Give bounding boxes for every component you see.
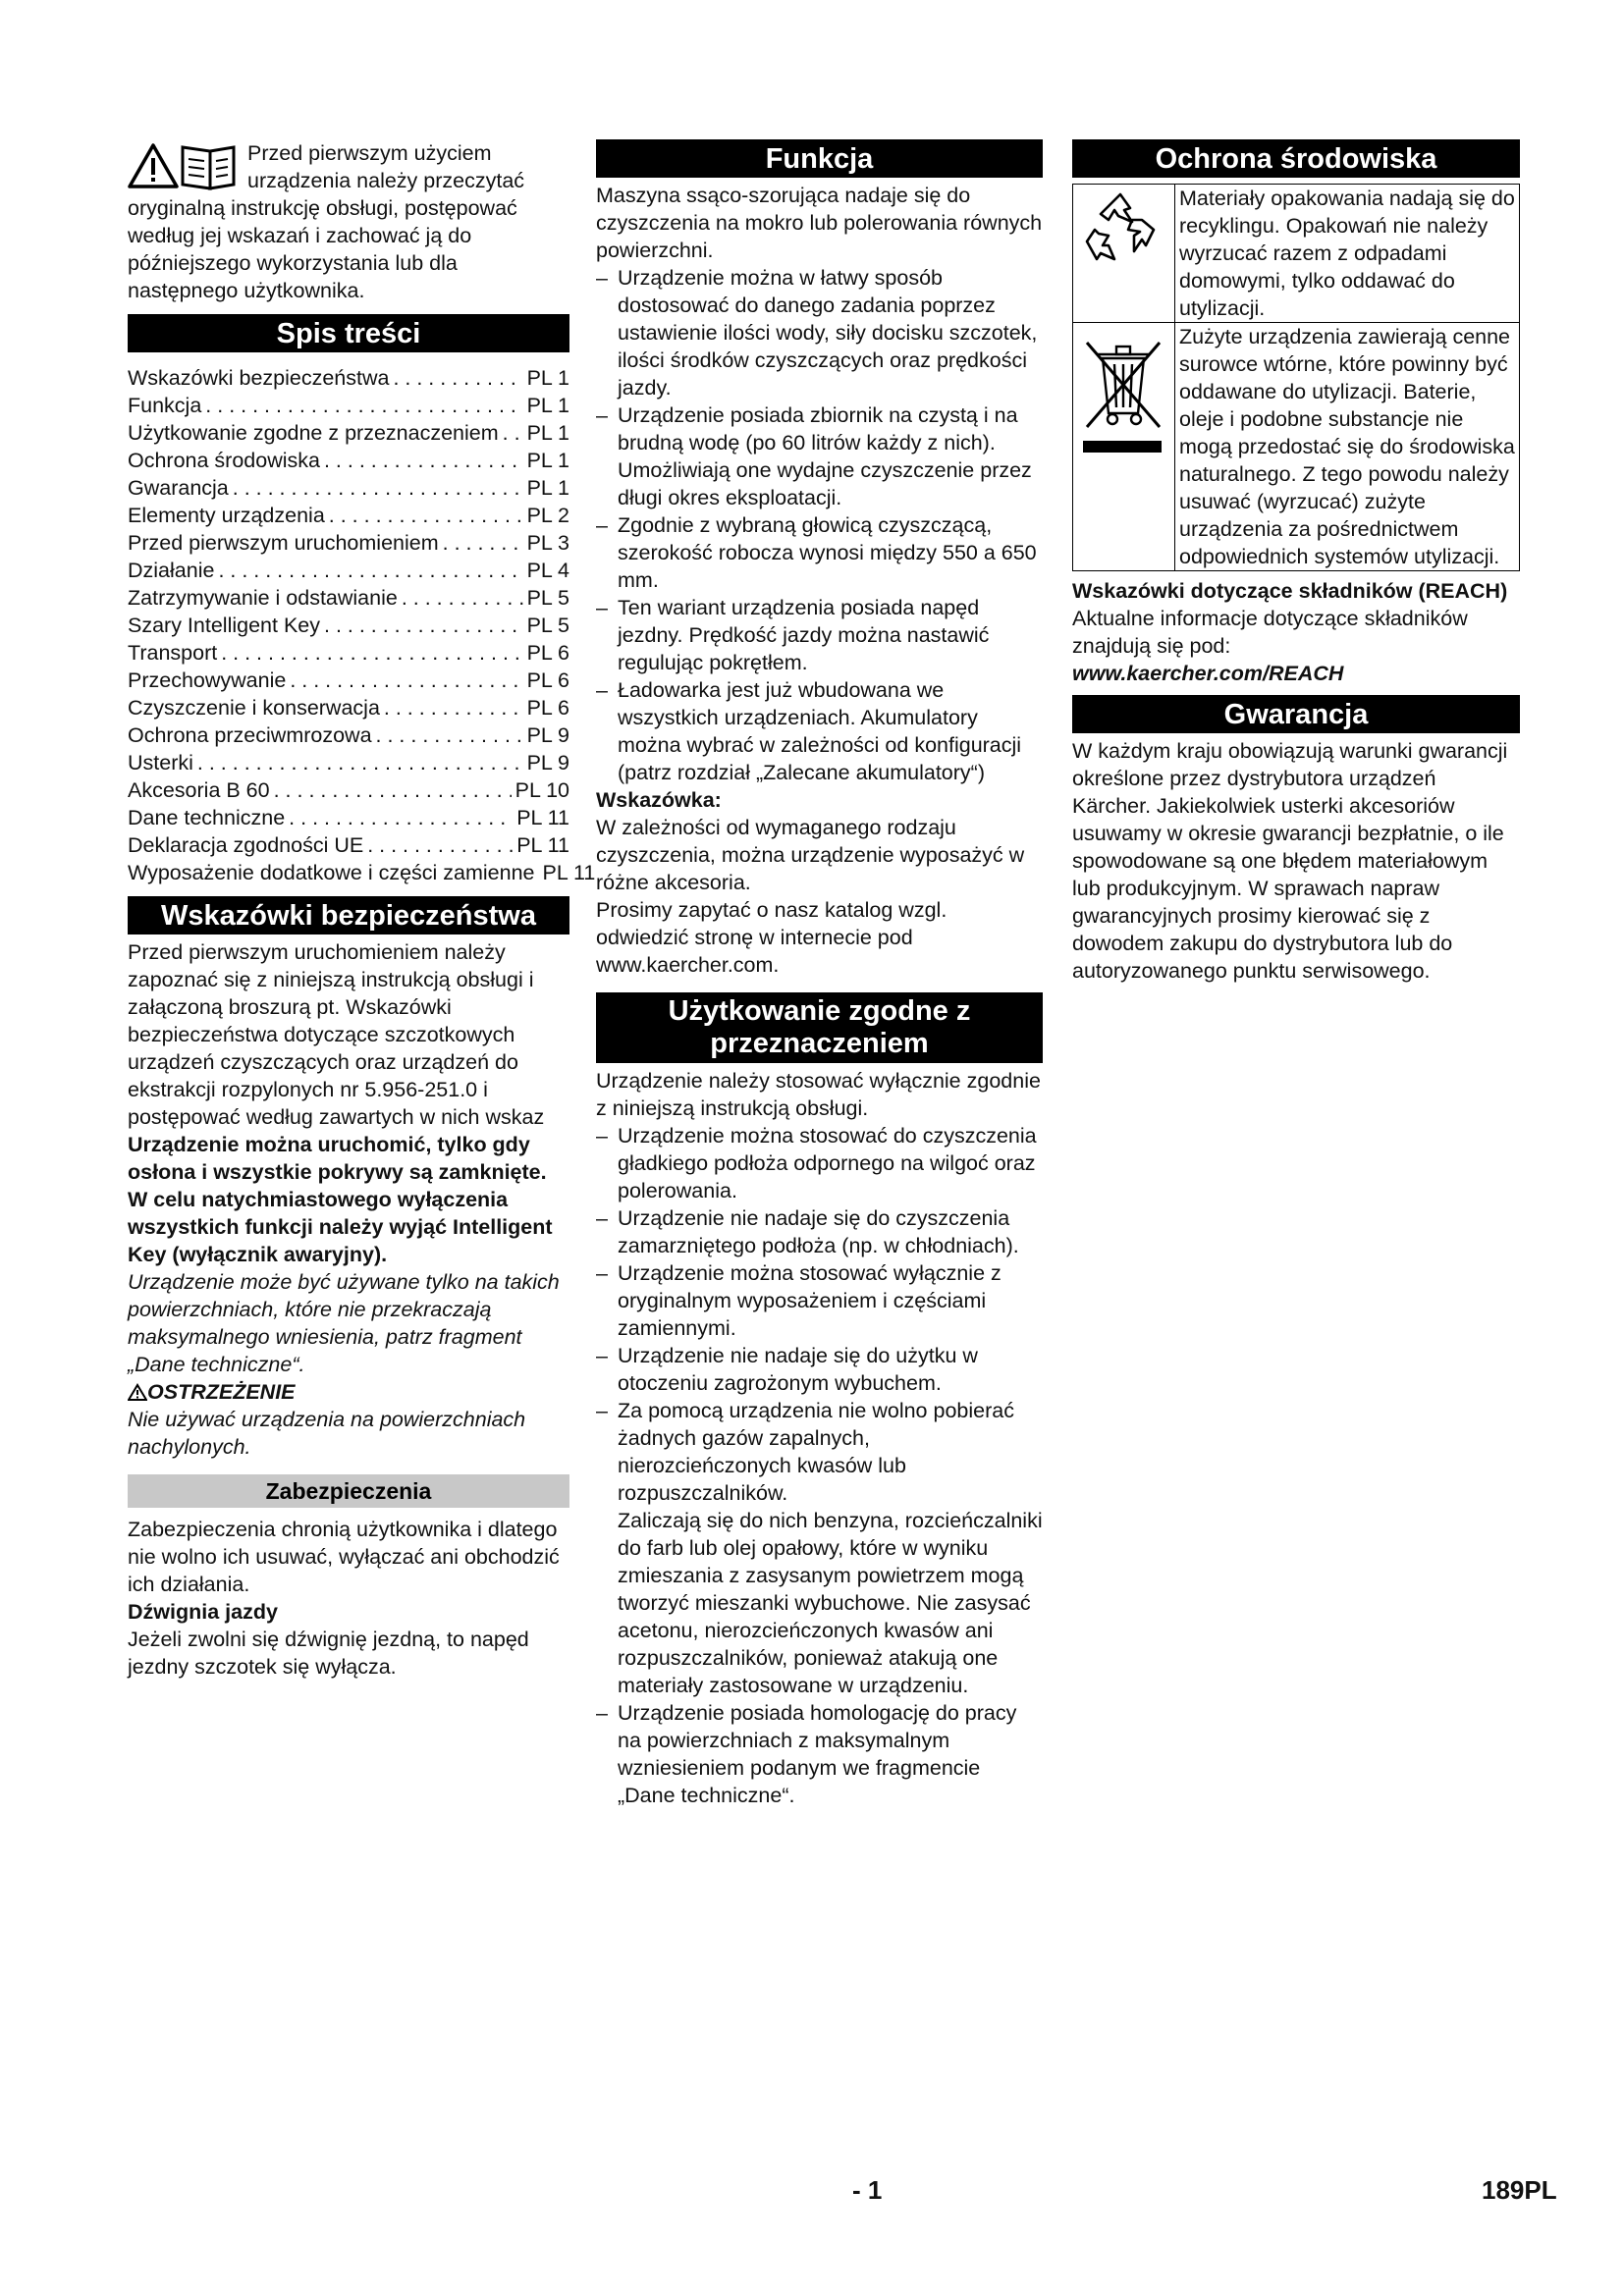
toc-item-title: Ochrona przeciwmrozowa (128, 723, 372, 747)
toc-item (128, 364, 569, 392)
warning-title: OSTRZEŻENIE (147, 1380, 296, 1404)
list-item: – Urządzenie nie nadaje się do czyszczenia zamarzniętego podłoża (np. w chłodniach). (596, 1204, 1043, 1259)
toc-item-page: PL 1 (526, 394, 569, 417)
intended-use-continuation: Zaliczają się do nich benzyna, rozcieńczalniki do farb lub olej opałowy, które w wyniku zmieszania z zasysanym powietrzem mogą tworzyć mieszanki wybuchowe. Nie zasysać acetonu, nierozcieńczonych kwasów ani rozpuszczalników, ponieważ atakują one materiały zastosowane w urządzeniu. (618, 1509, 1043, 1697)
toc-item (128, 447, 569, 474)
toc-item (128, 392, 569, 419)
toc-item-page: PL 9 (526, 723, 569, 747)
intended-use-heading-line2: przeznaczeniem (710, 1028, 929, 1059)
toc-item-page: PL 6 (526, 696, 569, 720)
toc-leader-dots (376, 721, 523, 749)
list-item: – Ładowarka jest już wbudowana we wszystkich urządzeniach. Akumulatory można wybrać w zależności od konfiguracji (patrz rozdział „Zalecane akumulatory“) (596, 676, 1043, 786)
list-item: – Urządzenie można stosować do czyszczenia gładkiego podłoża odpornego na wilgoć oraz polerowania. (596, 1122, 1043, 1204)
toc-leader-dots (329, 502, 523, 529)
environment-heading: Ochrona środowiska (1072, 139, 1520, 178)
page-number: - 1 (852, 2175, 883, 2205)
toc-item-title: Wyposażenie dodatkowe i części zamienne (128, 861, 535, 884)
toc-item (128, 776, 569, 804)
column-right (1072, 139, 1520, 985)
bin-icon-cell (1073, 323, 1175, 571)
list-item: – Za pomocą urządzenia nie wolno pobierać żadnych gazów zapalnych, nierozcieńczonych kwasów lub rozpuszczalników. (596, 1397, 1043, 1507)
small-warning-icon (128, 1383, 147, 1401)
toc-item (128, 502, 569, 529)
toc-item (128, 749, 569, 776)
toc-item-title: Przed pierwszym uruchomieniem (128, 531, 439, 555)
toc-item-page: PL 1 (526, 366, 569, 390)
toc-leader-dots (324, 612, 523, 639)
safety-bold-cover: Urządzenie można uruchomić, tylko gdy osłona i wszystkie pokrywy są zamknięte. (128, 1133, 547, 1184)
toc-item-page: PL 5 (526, 614, 569, 637)
intended-use-list-end (596, 1699, 1043, 1809)
toc-leader-dots (402, 584, 523, 612)
toc-item-page: PL 6 (526, 668, 569, 692)
toc-heading: Spis treści (128, 314, 569, 352)
table-row (1073, 185, 1520, 323)
toc-item (128, 584, 569, 612)
toc-item (128, 804, 569, 831)
lever-title: Dźwignia jazdy (128, 1600, 278, 1624)
recycling-icon-cell (1073, 185, 1175, 323)
toc-item (128, 419, 569, 447)
warranty-heading: Gwarancja (1072, 695, 1520, 733)
intro-text: Przed pierwszym użyciem urządzenia należy przeczytać oryginalną instrukcję obsługi, postępować według jej wskazań i zachować ją do późniejszego wykorzystania lub dla następnego użytkownika. (128, 141, 525, 302)
toc-item-page: PL 5 (526, 586, 569, 610)
toc-item (128, 612, 569, 639)
safeguards-heading: Zabezpieczenia (128, 1474, 569, 1508)
toc-item-title: Akcesoria B 60 (128, 778, 270, 802)
toc-leader-dots (289, 804, 513, 831)
toc-item-title: Działanie (128, 559, 215, 582)
toc-item-title: Gwarancja (128, 476, 229, 500)
safety-italic-surface: Urządzenie może być używane tylko na takich powierzchniach, które nie przekraczają maksymalnego wniesienia, patrz fragment „Dane techniczne“. (128, 1270, 560, 1376)
toc-leader-dots (384, 694, 523, 721)
safety-bold-key: W celu natychmiastowego wyłączenia wszystkich funkcji należy wyjąć Intelligent Key (wyłącznik awaryjny). (128, 1188, 553, 1266)
toc-leader-dots (274, 776, 512, 804)
toc-item (128, 529, 569, 557)
recycling-text: Materiały opakowania nadają się do recyklingu. Opakowań nie należy wyrzucać razem z odpadami domowymi, tylko oddawać do utylizacji. (1175, 185, 1520, 323)
recycling-icon (1081, 190, 1160, 269)
toc-item-page: PL 11 (516, 833, 569, 857)
toc-leader-dots (367, 831, 513, 859)
toc-item-title: Deklaracja zgodności UE (128, 833, 364, 857)
toc-item-title: Transport (128, 641, 218, 665)
catalog-text: Prosimy zapytać o nasz katalog wzgl. odwiedzić stronę w internecie pod www.kaercher.com. (596, 898, 947, 977)
toc-leader-dots (221, 639, 522, 667)
intro-block (128, 139, 569, 304)
toc-item-title: Przechowywanie (128, 668, 287, 692)
toc-item-page: PL 3 (526, 531, 569, 555)
list-item: – Zgodnie z wybraną głowicą czyszczącą, szerokość robocza wynosi między 550 a 650 mm. (596, 511, 1043, 594)
warning-title-line (128, 1378, 569, 1406)
intro-icons (128, 139, 240, 194)
toc-leader-dots (233, 474, 523, 502)
toc-item (128, 474, 569, 502)
disposal-text: Zużyte urządzenia zawierają cenne surowce wtórne, które powinny być oddawane do utylizacji. Baterie, oleje i podobne substancje nie mogą przedostać się do środowiska naturalnego. Z tego powodu należy usuwać (wyrzucać) zużyte urządzenia za pośrednictwem odpowiednich systemów utylizacji. (1175, 323, 1520, 571)
table-row (1073, 323, 1520, 571)
function-intro: Maszyna ssąco-szorująca nadaje się do czyszczenia na mokro lub polerowania równych powierzchni. (596, 184, 1043, 262)
toc-item-title: Zatrzymywanie i odstawianie (128, 586, 398, 610)
toc-item (128, 859, 596, 886)
safety-paragraph: Przed pierwszym uruchomieniem należy zapoznać się z niniejszą instrukcją obsługi i załączoną broszurą pt. Wskazówki bezpieczeństwa dotyczące szczotkowych urządzeń czyszczących oraz urządzeń do ekstrakcji rozpylonych nr 5.956-251.0 i postępować według zawartych w nich wskaz (128, 940, 545, 1129)
toc-item-title: Czyszczenie i konserwacja (128, 696, 380, 720)
toc-item-title: Elementy urządzenia (128, 504, 325, 527)
toc-item-page: PL 4 (526, 559, 569, 582)
manual-book-icon (183, 147, 234, 188)
toc-leader-dots (218, 557, 522, 584)
toc-leader-dots (393, 364, 522, 392)
toc-item-title: Dane techniczne (128, 806, 286, 829)
safety-heading: Wskazówki bezpieczeństwa (128, 896, 569, 934)
toc-item-title: Funkcja (128, 394, 202, 417)
function-heading: Funkcja (596, 139, 1043, 178)
toc-item (128, 694, 569, 721)
warning-text: Nie używać urządzenia na powierzchniach nachylonych. (128, 1408, 526, 1459)
list-item: – Ten wariant urządzenia posiada napęd jezdny. Prędkość jazdy można nastawić regulując pokrętłem. (596, 594, 1043, 676)
reach-link[interactable]: www.kaercher.com/REACH (1072, 662, 1344, 685)
page-code: 189PL (1482, 2175, 1557, 2205)
toc-leader-dots (324, 447, 523, 474)
toc-item (128, 667, 569, 694)
toc-item-page: PL 11 (542, 861, 596, 884)
list-item: – Urządzenie można stosować wyłącznie z oryginalnym wyposażeniem i częściami zamiennymi. (596, 1259, 1043, 1342)
warranty-text: W każdym kraju obowiązują warunki gwarancji określone przez dystrybutora urządzeń Kärcher. Jakiekolwiek usterki akcesoriów usuwamy w okresie gwarancji bezpłatnie, o ile spowodowane są one błędem materiałowym lub produkcyjnym. W sprawach napraw gwarancyjnych prosimy kierować się z dowodem zakupu do dystrybutora lub do autoryzowanego punktu serwisowego. (1072, 739, 1508, 983)
toc-item-page: PL 6 (526, 641, 569, 665)
reach-text: Aktualne informacje dotyczące składników znajdują się pod: (1072, 607, 1468, 658)
toc-item-page: PL 10 (514, 778, 569, 802)
warning-triangle-icon (130, 145, 177, 187)
intended-use-heading (596, 992, 1043, 1063)
table-of-contents (128, 364, 596, 886)
environment-table (1072, 184, 1520, 571)
list-item: – Urządzenie posiada zbiornik na czystą i na brudną wodę (po 60 litrów każdy z nich). Umożliwiają one wydajne czyszczenie przez długi okres eksploatacji. (596, 401, 1043, 511)
toc-leader-dots (443, 529, 523, 557)
toc-item-title: Ochrona środowiska (128, 449, 320, 472)
toc-item-page: PL 2 (526, 504, 569, 527)
toc-item-title: Wskazówki bezpieczeństwa (128, 366, 390, 390)
list-item: – Urządzenie posiada homologację do pracy na powierzchniach z maksymalnym wzniesieniem podanym we fragmencie „Dane techniczne“. (596, 1699, 1043, 1809)
function-list (596, 264, 1043, 786)
toc-item-page: PL 1 (526, 449, 569, 472)
toc-item-title: Szary Intelligent Key (128, 614, 320, 637)
toc-leader-dots (205, 392, 522, 419)
note-text: W zależności od wymaganego rodzaju czyszczenia, można urządzenie wyposażyć w różne akcesoria. (596, 816, 1025, 894)
safeguards-text: Zabezpieczenia chronią użytkownika i dlatego nie wolno ich usuwać, wyłączać ani obchodzić ich działania. (128, 1518, 560, 1596)
column-middle (596, 139, 1043, 1809)
toc-leader-dots (290, 667, 522, 694)
crossed-bin-icon (1081, 329, 1165, 456)
toc-item-page: PL 11 (516, 806, 569, 829)
note-title: Wskazówka: (596, 788, 722, 812)
toc-leader-dots (197, 749, 523, 776)
column-left (128, 139, 596, 1681)
toc-item-title: Usterki (128, 751, 193, 774)
intended-use-heading-line1: Użytkowanie zgodne z (668, 995, 971, 1027)
toc-item-title: Użytkowanie zgodne z przeznaczeniem (128, 421, 499, 445)
toc-item (128, 831, 569, 859)
toc-item-page: PL 9 (526, 751, 569, 774)
intended-use-intro: Urządzenie należy stosować wyłącznie zgodnie z niniejszą instrukcją obsługi. (596, 1069, 1041, 1120)
toc-item (128, 721, 569, 749)
list-item: – Urządzenie można w łatwy sposób dostosować do danego zadania poprzez ustawienie ilości wody, siły docisku szczotek, ilości środków czyszczących oraz prędkości jazdy. (596, 264, 1043, 401)
list-item: – Urządzenie nie nadaje się do użytku w otoczeniu zagrożonym wybuchem. (596, 1342, 1043, 1397)
toc-leader-dots (503, 419, 523, 447)
intended-use-list (596, 1122, 1043, 1507)
toc-item (128, 639, 569, 667)
toc-item-page: PL 1 (526, 421, 569, 445)
reach-title: Wskazówki dotyczące składników (REACH) (1072, 579, 1508, 603)
toc-item (128, 557, 569, 584)
lever-text: Jeżeli zwolni się dźwignię jezdną, to napęd jezdny szczotek się wyłącza. (128, 1628, 529, 1679)
toc-item-page: PL 1 (526, 476, 569, 500)
